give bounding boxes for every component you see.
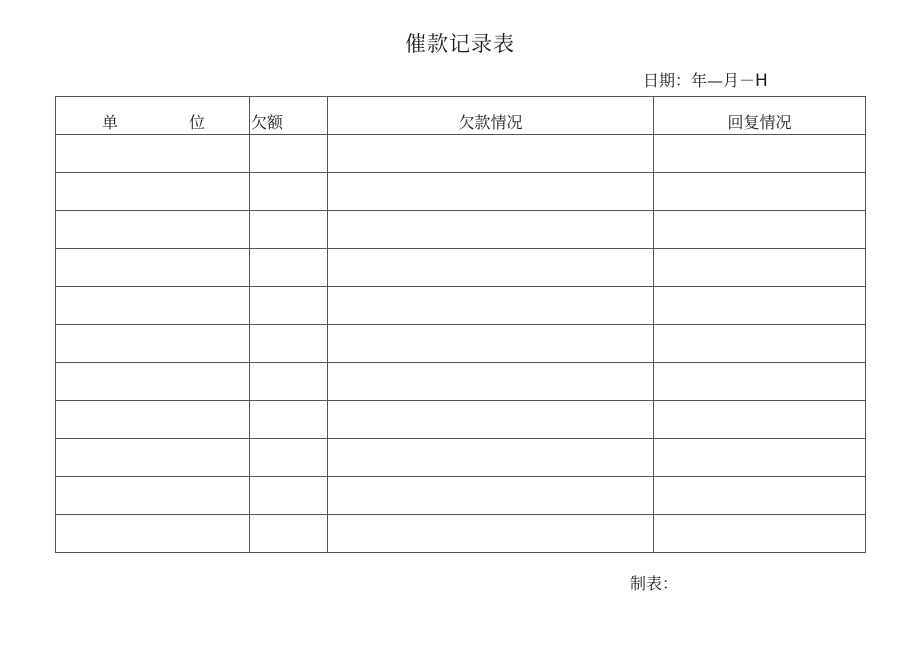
cell-unit[interactable]: [56, 401, 250, 439]
date-label: 日期：: [643, 71, 692, 90]
cell-reply-status[interactable]: [654, 325, 866, 363]
cell-amount[interactable]: [250, 439, 328, 477]
cell-unit[interactable]: [56, 287, 250, 325]
cell-amount[interactable]: [250, 211, 328, 249]
cell-amount[interactable]: [250, 477, 328, 515]
cell-unit[interactable]: [56, 173, 250, 211]
header-reply-status-label: 回复情况: [727, 113, 792, 132]
form-title: 催款记录表: [405, 32, 515, 56]
cell-reply-status[interactable]: [654, 439, 866, 477]
cell-unit[interactable]: [56, 249, 250, 287]
date-line: [643, 68, 768, 91]
cell-arrears-status[interactable]: [328, 249, 654, 287]
cell-amount[interactable]: [250, 363, 328, 401]
header-unit-right: 位: [188, 113, 205, 132]
table-row: [56, 173, 866, 211]
cell-arrears-status[interactable]: [328, 287, 654, 325]
cell-reply-status[interactable]: [654, 515, 866, 553]
header-arrears-status: [328, 97, 654, 135]
table-row: [56, 477, 866, 515]
table-row: [56, 363, 866, 401]
cell-arrears-status[interactable]: [328, 325, 654, 363]
payment-record-table: [55, 96, 866, 553]
table-row: [56, 135, 866, 173]
cell-amount[interactable]: [250, 401, 328, 439]
header-reply-status: [654, 97, 866, 135]
cell-amount[interactable]: [250, 249, 328, 287]
cell-arrears-status[interactable]: [328, 211, 654, 249]
cell-amount[interactable]: [250, 287, 328, 325]
table-row: [56, 249, 866, 287]
cell-reply-status[interactable]: [654, 249, 866, 287]
cell-arrears-status[interactable]: [328, 363, 654, 401]
header-arrears-status-label: 欠款情况: [458, 113, 523, 132]
table-row: [56, 325, 866, 363]
cell-reply-status[interactable]: [654, 401, 866, 439]
table-row: [56, 515, 866, 553]
cell-amount[interactable]: [250, 173, 328, 211]
cell-unit[interactable]: [56, 515, 250, 553]
cell-reply-status[interactable]: [654, 211, 866, 249]
cell-unit[interactable]: [56, 477, 250, 515]
cell-reply-status[interactable]: [654, 477, 866, 515]
table-header-row: [56, 97, 866, 135]
header-unit: [56, 97, 250, 135]
cell-unit[interactable]: [56, 135, 250, 173]
header-amount-label: 欠额: [251, 113, 284, 132]
header-amount: [250, 97, 328, 135]
cell-arrears-status[interactable]: [328, 173, 654, 211]
cell-unit[interactable]: [56, 325, 250, 363]
cell-amount[interactable]: [250, 515, 328, 553]
cell-unit[interactable]: [56, 439, 250, 477]
cell-reply-status[interactable]: [654, 287, 866, 325]
maker-label: 制表：: [630, 574, 679, 593]
cell-arrears-status[interactable]: [328, 401, 654, 439]
date-suffix: H: [755, 71, 768, 91]
table-row: [56, 439, 866, 477]
cell-arrears-status[interactable]: [328, 439, 654, 477]
date-field: 年—月－: [691, 71, 756, 90]
cell-reply-status[interactable]: [654, 173, 866, 211]
cell-arrears-status[interactable]: [328, 477, 654, 515]
cell-arrears-status[interactable]: [328, 515, 654, 553]
cell-reply-status[interactable]: [654, 363, 866, 401]
cell-unit[interactable]: [56, 363, 250, 401]
cell-arrears-status[interactable]: [328, 135, 654, 173]
table-row: [56, 287, 866, 325]
header-unit-left: 单: [102, 113, 119, 132]
cell-amount[interactable]: [250, 325, 328, 363]
table-row: [56, 401, 866, 439]
cell-amount[interactable]: [250, 135, 328, 173]
table-row: [56, 211, 866, 249]
cell-reply-status[interactable]: [654, 135, 866, 173]
cell-unit[interactable]: [56, 211, 250, 249]
